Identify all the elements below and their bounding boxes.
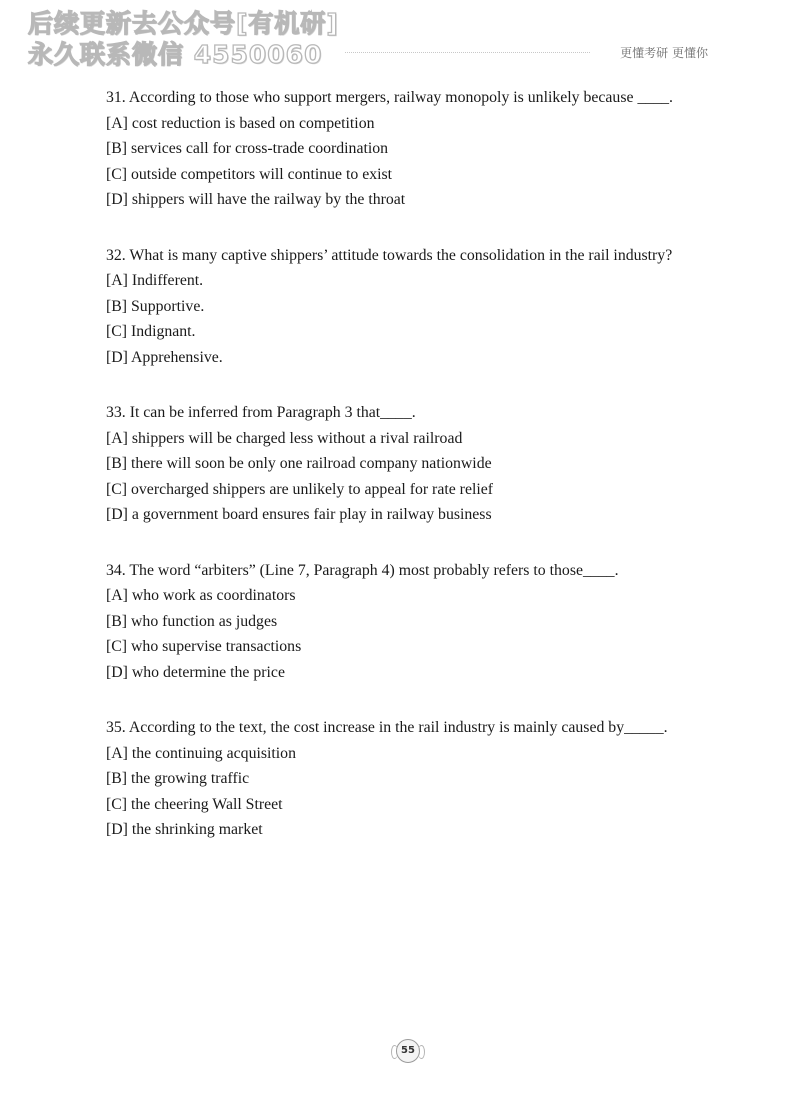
question-33 (106, 400, 726, 528)
question-stem: 31. According to those who support mergers, railway monopoly is unlikely because ____. (106, 89, 673, 106)
option-c: [C] the cheering Wall Street (106, 795, 283, 813)
option-d: [D] the shrinking market (106, 821, 263, 838)
option-d: [D] Apprehensive. (106, 348, 223, 366)
question-stem: 34. The word “arbiters” (Line 7, Paragraph 4) most probably refers to those____. (106, 561, 619, 579)
page-number: 55 (401, 1045, 415, 1056)
page-number-badge (396, 1039, 420, 1063)
option-a: [A] who work as coordinators (106, 587, 296, 604)
option-b: [B] services call for cross-trade coordination (106, 140, 389, 157)
question-stem: 32. What is many captive shippers’ attitude towards the consolidation in the rail industry? (106, 246, 673, 264)
option-b: [B] who function as judges (106, 612, 278, 630)
option-d: [D] shippers will have the railway by the throat (106, 191, 406, 208)
watermark-line-2: 永久联系微信 4550060 (28, 40, 323, 69)
question-32 (106, 243, 726, 371)
option-a: [A] the continuing acquisition (106, 744, 296, 762)
watermark-line-1: 后续更新去公众号[有机研] (28, 9, 339, 38)
option-d: [D] a government board ensures fair play in railway business (106, 506, 492, 523)
option-a: [A] cost reduction is based on competition (106, 114, 375, 132)
header-divider (345, 52, 590, 53)
question-stem: 35. According to the text, the cost increase in the rail industry is mainly caused by_____. (106, 719, 668, 736)
option-b: [B] Supportive. (106, 297, 205, 315)
option-c: [C] outside competitors will continue to exist (106, 165, 393, 183)
header-slogan: 更懂考研 更懂你 (620, 46, 708, 60)
option-c: [C] overcharged shippers are unlikely to appeal for rate relief (106, 480, 494, 498)
option-a: [A] shippers will be charged less without a rival railroad (106, 429, 463, 447)
question-stem: 33. It can be inferred from Paragraph 3 that____. (106, 404, 416, 421)
question-35 (106, 715, 726, 843)
question-34 (106, 558, 726, 686)
option-c: [C] Indignant. (106, 323, 196, 340)
question-31 (106, 85, 726, 213)
option-b: [B] there will soon be only one railroad company nationwide (106, 455, 492, 472)
option-c: [C] who supervise transactions (106, 638, 302, 655)
option-d: [D] who determine the price (106, 663, 285, 681)
watermark-text (28, 8, 339, 70)
option-b: [B] the growing traffic (106, 770, 250, 787)
option-a: [A] Indifferent. (106, 272, 204, 289)
question-list (106, 85, 726, 873)
